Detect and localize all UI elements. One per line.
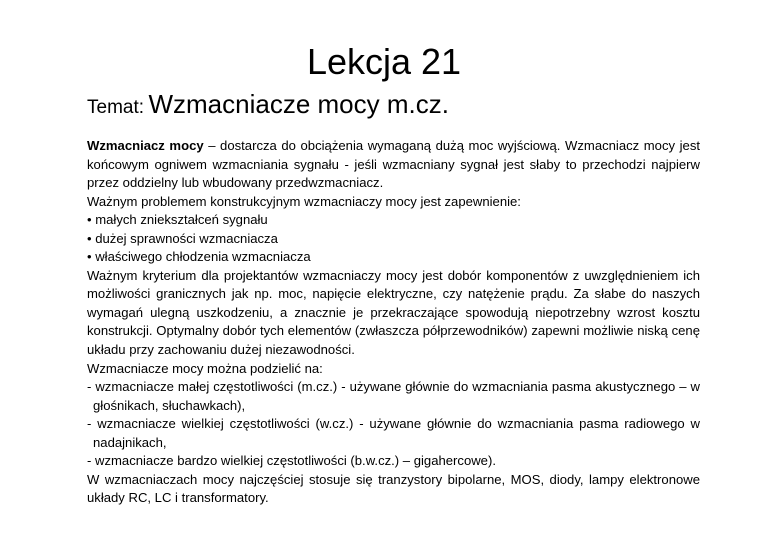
definition-paragraph: [87, 137, 700, 193]
division-item: - wzmacniacze bardzo wielkiej częstotliwości (b.w.cz.) – gigahercowe).: [87, 453, 496, 469]
bullet-item: • małych zniekształceń sygnału: [87, 212, 268, 228]
division-intro: Wzmacniacze mocy można podzielić na:: [87, 360, 323, 376]
bullet-item: • dużej sprawności wzmacniacza: [87, 230, 278, 246]
subject-text: Wzmacniacze mocy m.cz.: [148, 89, 449, 119]
division-item: - wzmacniacze wielkiej częstotliwości (w.cz.) - używane głównie do wzmacniania pasma radiowego w nadajnikach,: [87, 416, 700, 450]
division-item: - wzmacniacze małej częstotliwości (m.cz.) - używane głównie do wzmacniania pasma akustycznego – w głośnikach, słuchawkach),: [87, 379, 700, 413]
slide-body: [87, 137, 700, 508]
bullet-item: • właściwego chłodzenia wzmacniacza: [87, 249, 311, 265]
lesson-subject: [87, 88, 449, 125]
problem-intro: Ważnym problemem konstrukcyjnym wzmacniaczy mocy jest zapewnienie:: [87, 193, 521, 209]
definition-text: – dostarcza do obciążenia wymaganą dużą moc wyjściową. Wzmacniacz mocy jest końcowym ogniwem wzmacniania sygnału - jeśli wzmacniany sygnał jest słaby to przechodzi najpierw przez oddzielny lub wbudowany przedwzmacniacz.: [87, 138, 701, 191]
subject-label: Temat:: [87, 97, 145, 118]
definition-term: Wzmacniacz mocy: [87, 138, 204, 153]
closing-paragraph: W wzmacniaczach mocy najczęściej stosuje się tranzystory bipolarne, MOS, diody, lampy elektronowe układy RC, LC i transformatory.: [87, 471, 700, 506]
slide-title: Lekcja 21: [306, 41, 462, 82]
criterion-paragraph: Ważnym kryterium dla projektantów wzmacniaczy mocy jest dobór komponentów z uwzględnieniem ich możliwości granicznych jak np. moc, napięcie elektryczne, czy natężenie prądu. Za słabe do naszych wymagań ulegną uszkodzeniu, a znacznie je przekraczające spowodują niepotrzebny wzrost kosztu konstrukcji. Optymalny dobór tych elementów (zwłaszcza półprzewodników) zapewni możliwie niską cenę układu przy zachowaniu dużej niezawodności.: [87, 267, 700, 358]
